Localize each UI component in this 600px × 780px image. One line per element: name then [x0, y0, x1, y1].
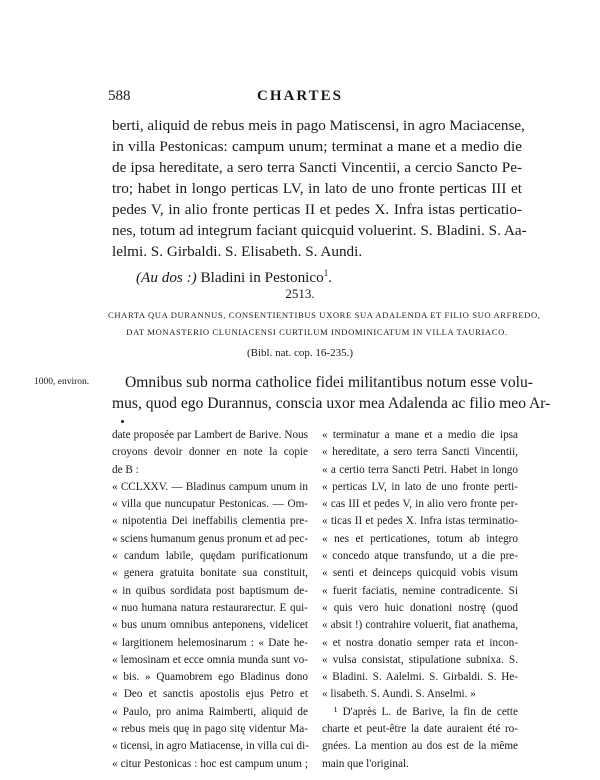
text-line: pedes V, in alio fronte perticas II et pedes X. Infra istas perticatio-	[112, 201, 522, 218]
note-line: « perticas LV, in lato de uno fronte perti-	[322, 480, 518, 493]
note-line: « ticas II et pedes X. Infra istas terminatio-	[322, 515, 518, 528]
note-line: « genera gratuita bonitate sua constituit,	[112, 567, 308, 580]
note-line: « et nostra donatio semper rata et incon-	[322, 636, 518, 649]
charter-heading-line: CHARTA QUA DURANNUS, CONSENTIENTIBUS UXORE SUA ADALENDA ET FILIO SUO ARFREDO,	[108, 310, 541, 320]
note-line: « concedo atque transfundo, ut a die pre-	[322, 550, 518, 563]
note-line: « quis vero huic donationi nostrę (quod	[322, 601, 518, 614]
footnote-line: ¹ D'après L. de Barive, la fin de cette	[334, 705, 518, 718]
note-line: « cas III et pedes V, in alio vero fronte per-	[322, 498, 518, 511]
page-number: 588	[108, 88, 131, 104]
note-line: « villa que nuncupatur Pestonicas. — Om-	[112, 498, 308, 511]
notes-left-column	[112, 427, 308, 773]
footnote-line: main que l'original.	[322, 757, 409, 770]
note-line: « a certio terra Sancti Petri. Habet in longo	[322, 463, 518, 476]
note-line: « candum labile, quędam purificationum	[112, 550, 308, 563]
note-line: « sciens humanum genus pronum et ad pec-	[112, 532, 309, 545]
charter-text-line: Omnibus sub norma catholice fidei militantibus notum esse volu-	[125, 374, 533, 391]
text-line: tro; habet in longo perticas LV, in lato de uno fronte perticas III et	[112, 180, 522, 197]
note-line: croyons devoir donner en note la copie	[112, 446, 308, 459]
note-line: « Bladini. S. Aalelmi. S. Girbaldi. S. He-	[322, 671, 518, 684]
note-line: « terminatur a mane et a medio die ipsa	[322, 429, 518, 441]
dorsal-note-period: .	[328, 269, 333, 287]
separator-dot	[121, 420, 124, 423]
text-line: lelmi. S. Girbaldi. S. Elisabeth. S. Aundi.	[112, 243, 363, 260]
charter-text-line: mus, quod ego Durannus, conscia uxor mea Adalenda ac filio meo Ar-	[112, 395, 551, 412]
note-line: « nuo humana natura restaurarectur. E qui-	[112, 601, 308, 614]
source-reference: (Bibl. nat. cop. 16-235.)	[246, 347, 353, 359]
text-line: de ipsa hereditate, a sero terra Sancti Vincentii, a cercio Sancto Pe-	[112, 159, 522, 176]
note-line: « Deo et sanctis apostolis ejus Petro et	[112, 688, 308, 701]
footnote-line: charte et peut-être la date auraient été ro-	[322, 723, 518, 736]
note-line: « bis. » Quamobrem ego Bladinus dono	[112, 671, 308, 684]
note-line: date proposée par Lambert de Barive. Nous	[112, 429, 308, 441]
footnote-mark: 1	[323, 268, 329, 278]
note-line: « CCLXXV. — Bladinus campum unum in	[112, 480, 308, 493]
running-title: CHARTES	[257, 88, 343, 104]
note-line: « Paulo, pro anima Raimberti, aliquid de	[112, 705, 308, 718]
charter-number: 2513.	[285, 286, 315, 301]
margin-date: 1000, environ.	[34, 377, 90, 387]
note-line: « largitionem helemosinarum : « Date he-	[112, 636, 308, 649]
note-line: « citur Pestonicas : hoc est campum unum ;	[112, 757, 308, 770]
note-line: « lemosinam et ecce omnia munda sunt vo-	[112, 653, 308, 666]
charter-heading-line: DAT MONASTERIO CLUNIACENSI CURTILUM INDOMINICATUM IN VILLA TAURIACO.	[126, 327, 508, 337]
note-line: « lisabeth. S. Aundi. S. Anselmi. »	[322, 688, 476, 701]
text-line: in villa Pestonicas: campum unum; terminat a mane et a medio die	[112, 138, 522, 155]
note-line: de B :	[112, 463, 139, 476]
note-line: « ticensi, in agro Matiacense, in villa cui di-	[112, 740, 309, 753]
note-line: « vulsa consistat, stipulatione subnixa. S.	[322, 653, 518, 666]
dorsal-note	[136, 263, 546, 288]
note-line: « nes et perticationes, totum ab integro	[322, 532, 518, 545]
note-line: « rebus meis quę in pago sitę videntur Ma-	[112, 723, 308, 736]
note-line: « bus unum omnibus anteponens, videlicet	[112, 619, 308, 632]
note-line: « senti et deinceps quicquid vobis visum	[322, 567, 518, 580]
note-line: « absit !) contrahire voluerit, fiat anathema,	[322, 619, 518, 632]
footnote-line: gnées. La mention au dos est de la même	[322, 740, 518, 753]
notes-right-column	[322, 427, 518, 773]
dorsal-note-label: (Au dos :)	[136, 269, 197, 287]
note-line: « hereditate, a sero terra Sancti Vincentii,	[322, 446, 518, 459]
text-line: berti, aliquid de rebus meis in pago Matiscensi, in agro Maciacense,	[112, 117, 525, 134]
dorsal-note-text: Bladini in Pestonico	[196, 269, 324, 287]
note-line: « in quibus sordidata post baptismum de-	[112, 584, 308, 597]
note-line: « nipotentia Dei ineffabilis clementia pre-	[112, 515, 308, 528]
text-line: nes, totum ad integrum faciant quicquid voluerint. S. Bladini. S. Aa-	[112, 222, 527, 239]
note-line: « fuerit faciatis, nemine contradicente. Si	[322, 584, 518, 597]
